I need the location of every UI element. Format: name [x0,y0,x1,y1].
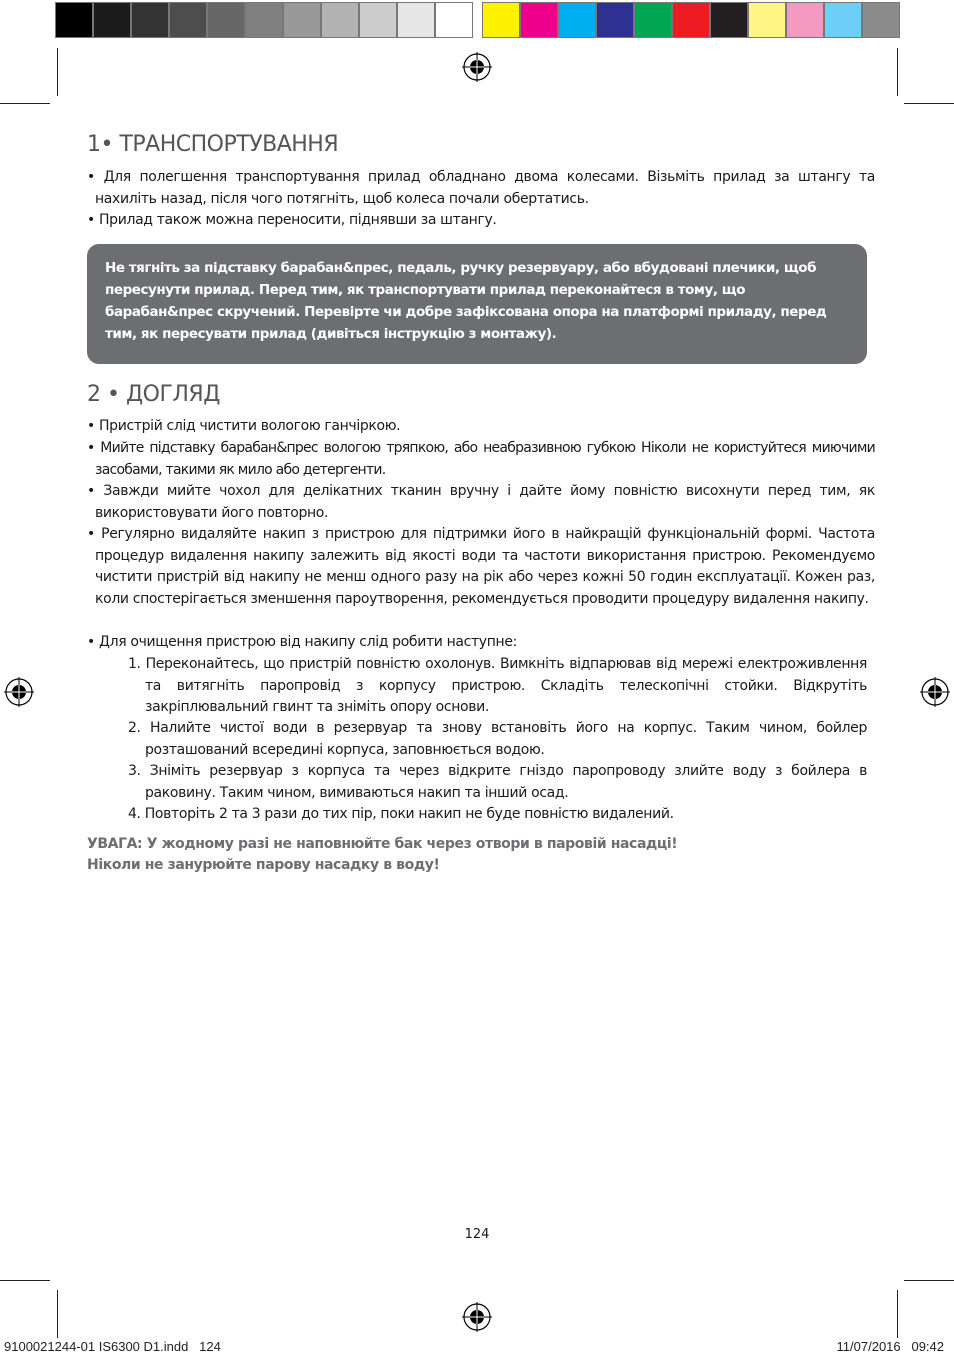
color-swatch [634,2,672,38]
color-swatch [55,2,93,38]
color-swatch [359,2,397,38]
numbered-step: 4. Повторіть 2 та 3 рази до тих пір, поки накип не буде повністю видалений. [128,806,674,822]
warning-box-text: Не тягніть за підставку барабан&прес, педаль, ручку резервуару, або вбудовані плечики, щоб пересунути прилад. Перед тим, як транспортувати прилад переконайтеся в тому, що барабан&прес скручений. Перевірте чи добре зафіксована опора на платформі приладу, перед тим, як пересувати прилад (дивіться інструкцію з монтажу). [105,260,827,342]
color-swatch [672,2,710,38]
list-item: • Мийте підставку барабан&прес вологою тряпкою, або неабразивною губкою Ніколи не користуйтеся миючими засобами, такими як мило або детергенти. [87,440,875,478]
list-item: • Регулярно видаляйте накип з пристрою для підтримки його в найкращій функціональній формі. Частота процедур видалення накипу залежить від якості води та частоти використання пристрою. Рекомендуємо чистити пристрій від накипу не менш одного разу на рік або через кожні 50 годин експлуатації. Кожен раз, коли спостерігається зменшення пароутворення, рекомендується проводити процедуру видалення накипу. [87,526,875,607]
section-title-care: 2 • ДОГЛЯД [87,382,220,407]
care-warning-line: УВАГА: У жодному разі не наповнюйте бак через отвори в паровій насадці! [87,836,678,852]
color-swatch [321,2,359,38]
list-item: • Для полегшення транспортування прилад обладнано двома колесами. Візьміть прилад за штангу та нахиліть назад, після чого потягніть, щоб колеса почали обертатись. [87,169,875,207]
crop-mark [904,103,954,104]
care-warning-line: Ніколи не занурюйте парову насадку в воду! [87,857,440,873]
care-warning [87,834,677,876]
color-swatch [397,2,435,38]
color-swatch [283,2,321,38]
color-swatch [710,2,748,38]
warning-box [87,244,867,364]
color-swatch [520,2,558,38]
page-number: 124 [464,1227,490,1242]
list-item: • Завжди мийте чохол для делікатних тканин вручну і дайте йому повністю висохнути перед тим, як використовувати його повторно. [87,483,875,521]
registration-mark-icon [4,677,34,707]
color-swatch [93,2,131,38]
color-swatch [435,2,473,38]
numbered-step: 3. Зніміть резервуар з корпуса та через відкрите гніздо паропроводу злийте воду з бойлера в раковину. Таким чином, вимиваються накип та інший осад. [128,763,867,801]
color-swatch [596,2,634,38]
list-item: • Прилад також можна переносити, піднявши за штангу. [87,212,497,228]
color-swatch [748,2,786,38]
crop-mark [897,1290,898,1338]
crop-mark [904,1280,954,1281]
registration-mark-icon [462,1302,492,1332]
color-swatch [245,2,283,38]
section-title-transport: 1• ТРАНСПОРТУВАННЯ [87,132,339,157]
crop-mark [897,48,898,96]
footer-file-info: 9100021244-01 IS6300 D1.indd 124 [4,1339,221,1354]
color-swatch [558,2,596,38]
registration-mark-icon [462,52,492,82]
crop-mark [0,1280,50,1281]
crop-mark [57,1290,58,1338]
footer-date: 11/07/2016 09:42 [836,1339,944,1354]
registration-mark-icon [920,677,950,707]
crop-mark [57,48,58,96]
numbered-step: 2. Налийте чистої води в резервуар та знову встановіть його на корпус. Таким чином, бойлер розташований всередині корпуса, заповнюється водою. [128,720,867,758]
list-item: • Пристрій слід чистити вологою ганчіркою. [87,418,401,434]
color-swatch [207,2,245,38]
color-swatch [786,2,824,38]
color-swatch [862,2,900,38]
color-swatch [169,2,207,38]
color-swatch [482,2,520,38]
color-swatch [824,2,862,38]
list-item: • Для очищення пристрою від накипу слід робити наступне: [87,634,517,650]
crop-mark [0,103,50,104]
color-swatch [131,2,169,38]
numbered-step: 1. Переконайтесь, що пристрій повністю охолонув. Вимкніть відпарював від мережі електроживлення та витягніть паропровід з корпусу пристрою. Складіть телескопічні стойки. Відкрутіть закріплювальний гвинт та зніміть опору основи. [128,656,867,715]
